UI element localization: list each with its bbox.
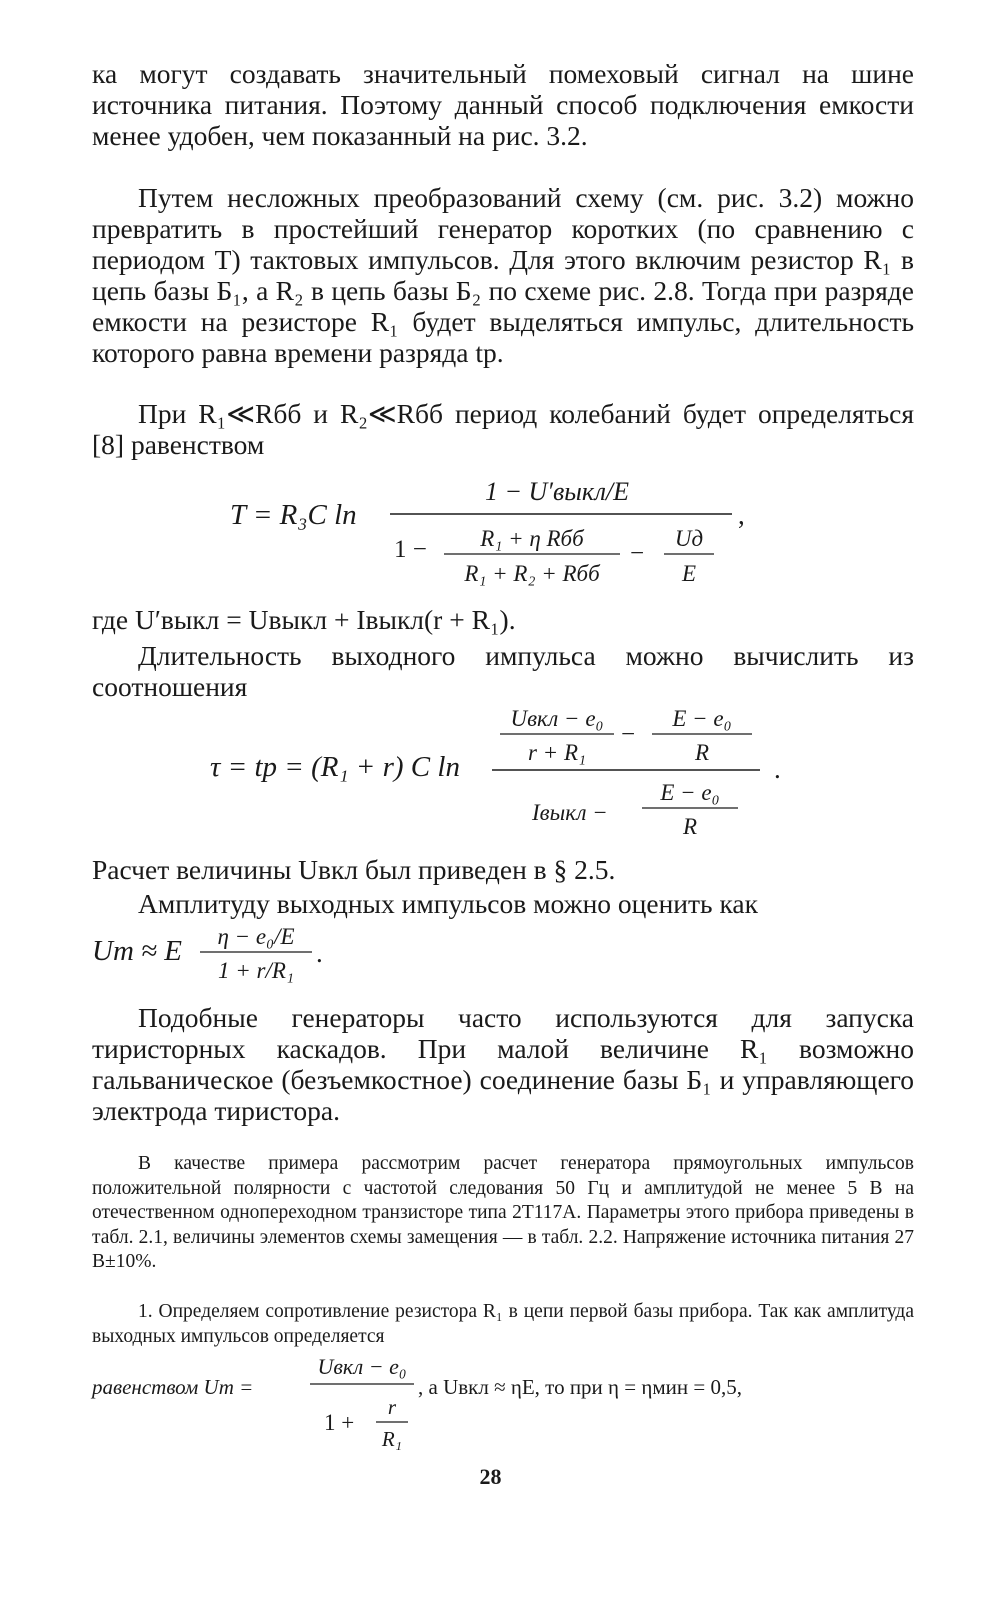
formula-period-inner-denominator: R₁ + R₂ + Rбб — [464, 561, 600, 586]
paragraph-generator-conversion: Путем несложных преобразований схему (см. рис. 3.2) можно превратить в простейший генератор коротких (по сравнению с периодом T) тактовых импульсов. Для этого включим резистор R₁ в цепь базы Б₁, а R₂ в цепь базы Б₂ по схеме рис. 2.8. Тогда при разряде емкости на резисторе R₁ будет выделяться импульс, длительность которого равна времени разряда tр. — [92, 182, 914, 368]
formula-duration-minus: − — [621, 721, 636, 748]
formula-period-definition: где U′выкл = Uвыкл + Iвыкл(r + R₁). — [92, 604, 516, 635]
formula-amplitude-lhs: Um ≈ E — [92, 935, 183, 967]
formula-period-den-one: 1 − — [394, 536, 427, 563]
formula-period-numerator: 1 − U′выкл/E — [484, 477, 630, 506]
formula-duration-n1-denominator: r + R₁ — [527, 740, 587, 765]
paragraph-uvkl-reference: Расчет величины Uвкл был приведен в § 2.5. — [92, 854, 616, 885]
formula-amplitude-tail: . — [316, 938, 323, 968]
formula-amplitude-numerator: η − e₀/E — [217, 924, 295, 949]
formula-duration-d1: Iвыкл − — [532, 800, 608, 825]
formula-period-ud-numerator: Uд — [674, 526, 704, 551]
formula-duration-d2-denominator: R — [682, 814, 698, 839]
formula-step-1-pre: равенством Um = — [92, 1375, 254, 1399]
formula-step-1-post: , а Uвкл ≈ ηE, то при η = ηмин = 0,5, — [418, 1375, 742, 1399]
formula-duration-tail: . — [774, 754, 781, 784]
formula-duration-n2-denominator: R — [694, 740, 710, 765]
formula-duration-lhs: τ = tр = (R₁ + r) C ln — [210, 751, 460, 783]
formula-step-1-den-numerator: r — [387, 1395, 397, 1419]
page-number: 28 — [479, 1464, 502, 1489]
formula-duration-n1-numerator: Uвкл − e₀ — [510, 706, 604, 731]
paragraph-pulse-duration: Длительность выходного импульса можно вычислить из соотношения — [92, 640, 914, 702]
formula-period-inner-numerator: R₁ + η Rбб — [480, 526, 584, 551]
formula-amplitude — [92, 922, 914, 990]
formula-period-den-minus: − — [630, 540, 645, 567]
formula-period-ud-denominator: E — [681, 561, 697, 586]
formula-period-tail: , — [738, 500, 745, 530]
formula-duration-n2-numerator: E − e₀ — [672, 706, 732, 731]
formula-amplitude-denominator: 1 + r/R₁ — [218, 958, 294, 983]
paragraph-period-condition: При R₁≪Rбб и R₂≪Rбб период колебаний будет определяться [8] равенством — [92, 398, 914, 460]
paragraph-continuation: ка могут создавать значительный помеховый сигнал на шине источника питания. Поэтому данный способ подключения емкости менее удобен, чем показанный на рис. 3.2. — [92, 58, 914, 151]
example-step-1: 1. Определяем сопротивление резистора R₁ в цепи первой базы прибора. Так как амплитуда выходных импульсов определяется — [92, 1301, 914, 1347]
formula-step-1 — [92, 1350, 914, 1460]
example-intro: В качестве примера рассмотрим расчет генератора прямоугольных импульсов положительной полярности с частотой следования 50 Гц и амплитудой не менее 5 В на отечественном однопереходном транзисторе типа 2Т117А. Параметры этого прибора приведены в табл. 2.1, величины элементов схемы замещения — в табл. 2.2. Напряжение источника питания 27 В±10%. — [92, 1153, 914, 1272]
paragraph-amplitude: Амплитуду выходных импульсов можно оценить как — [138, 888, 758, 919]
paragraph-thyristor-use: Подобные генераторы часто используются для запуска тиристорных каскадов. При малой величине R₁ возможно гальваническое (безъемкостное) соединение базы Б₁ и управляющего электрода тиристора. — [92, 1002, 914, 1126]
formula-duration-d2-numerator: E − e₀ — [660, 780, 720, 805]
formula-period-lhs: T = R₃C ln — [230, 499, 357, 531]
formula-step-1-den-one: 1 + — [324, 1410, 355, 1435]
formula-step-1-den-denominator: R₁ — [381, 1427, 403, 1451]
formula-period — [92, 474, 914, 594]
formula-step-1-numerator: Uвкл − e₀ — [317, 1354, 407, 1379]
formula-pulse-duration — [92, 702, 914, 848]
